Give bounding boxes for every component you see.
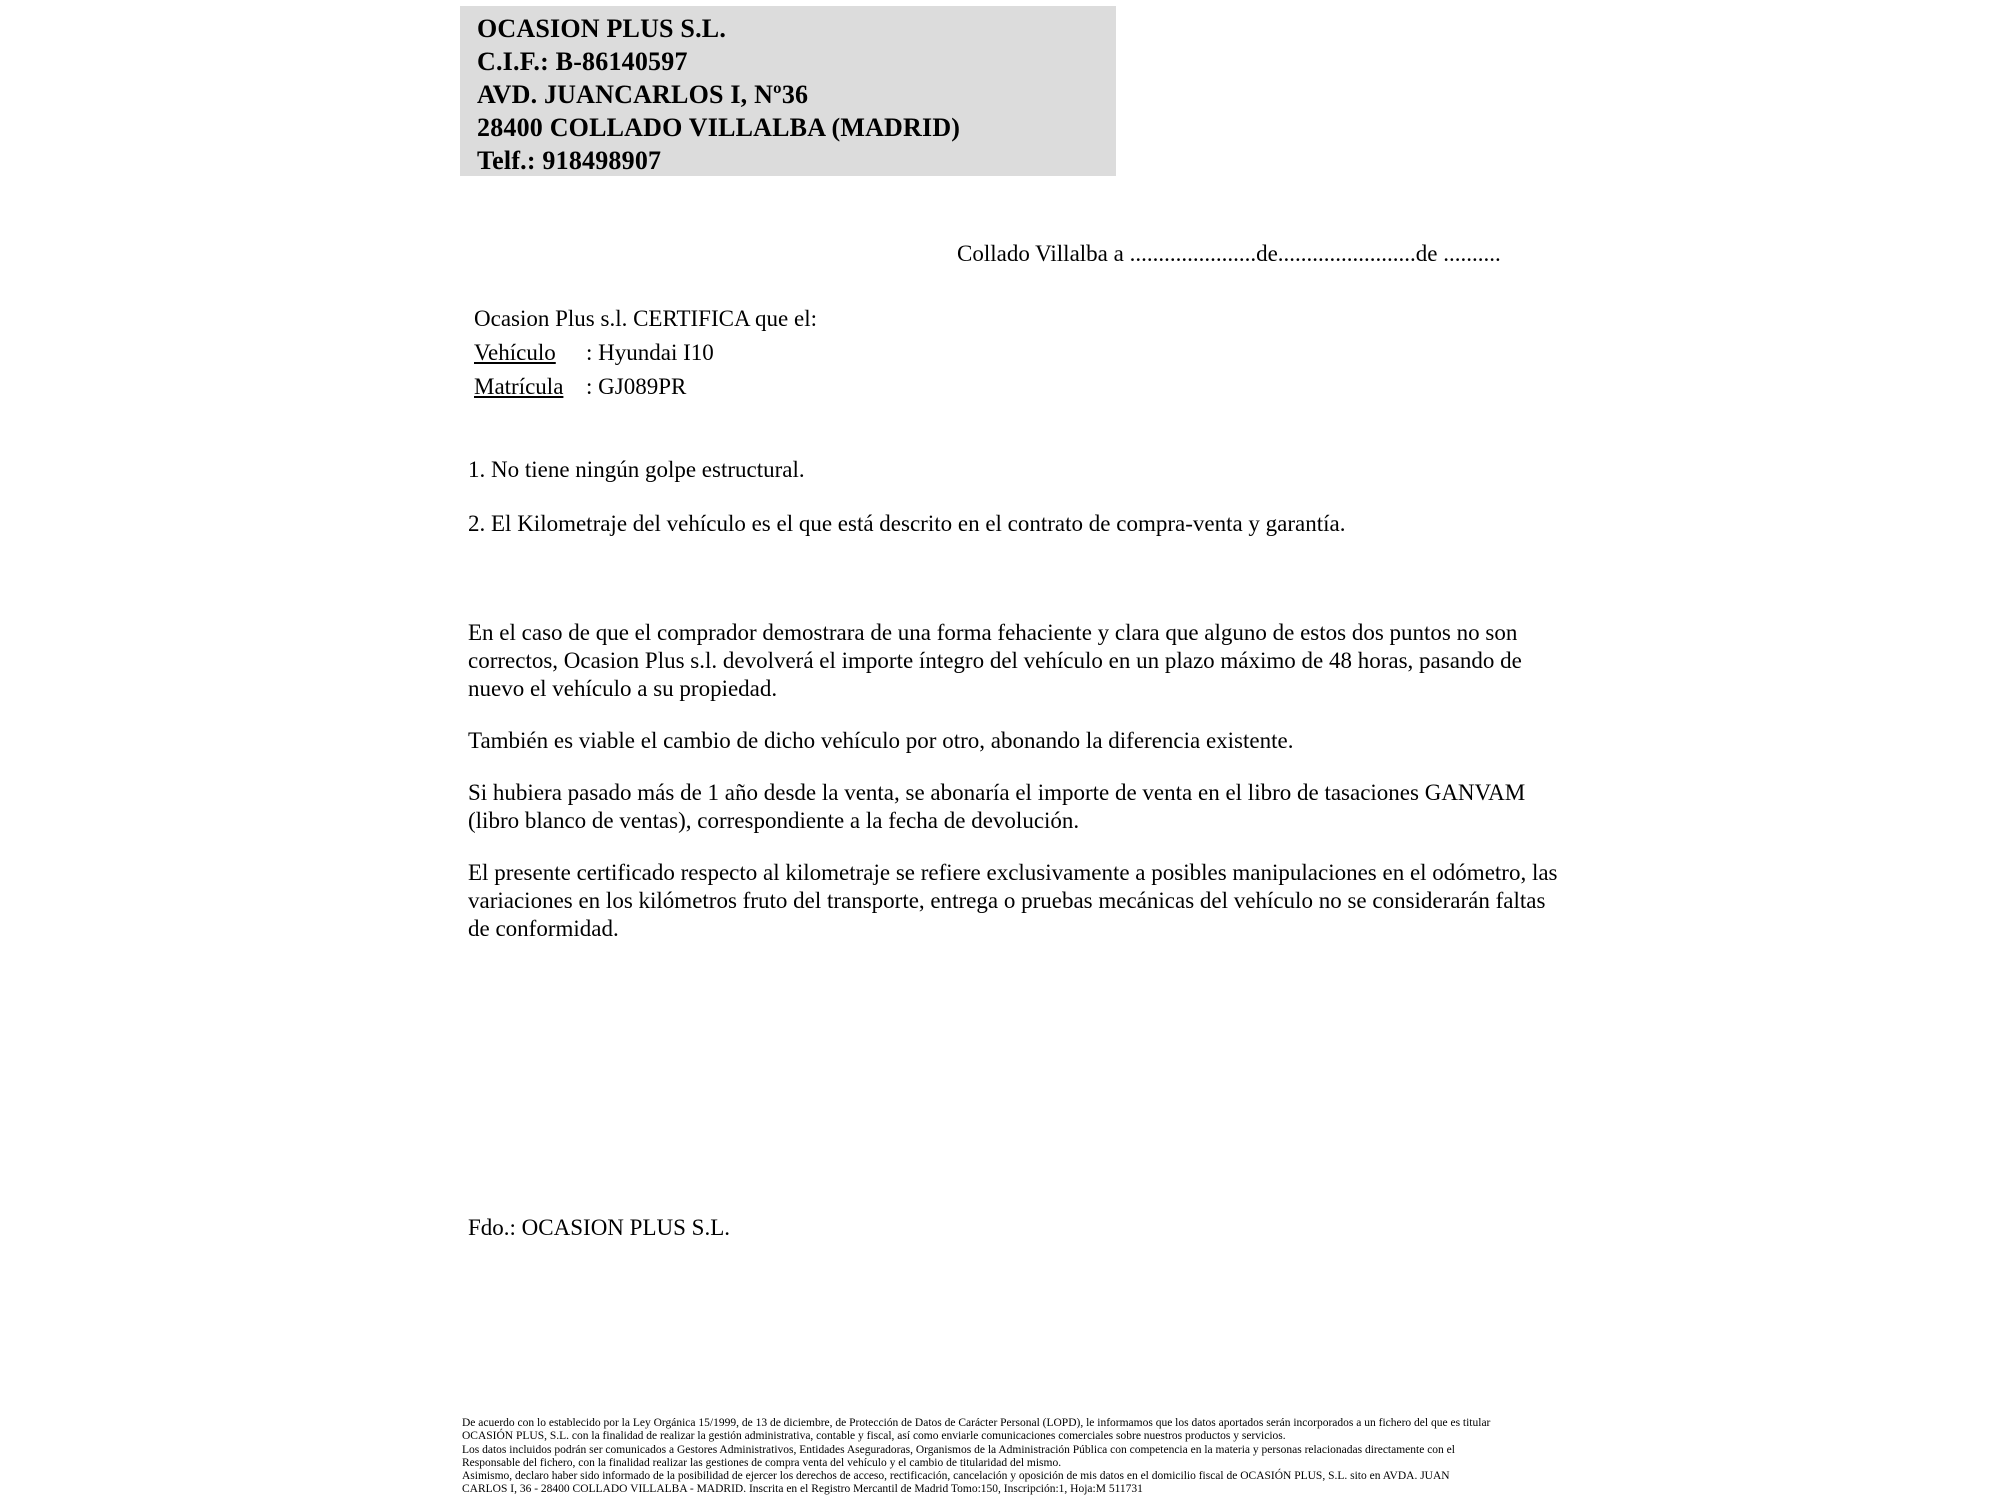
company-header [460,6,1116,176]
legal-footer-line: Asimismo, declaro haber sido informado de la posibilidad de ejercer los derechos de acceso, rectificación, cancelación y oposición de mis datos en el domicilio fiscal de OCASIÓN PLUS, S.L. sito en AVDA. JUAN [462,1470,1450,1483]
vehicle-label: Vehículo [474,340,556,365]
legal-footer-line: Los datos incluidos podrán ser comunicados a Gestores Administrativos, Entidades Aseguradoras, Organismos de la Administración Pública con competencia en la materia y personas relacionadas directamente con el [462,1443,1455,1456]
paragraph-odometer: El presente certificado respecto al kilometraje se refiere exclusivamente a posibles manipulaciones en el odómetro, las variaciones en los kilómetros fruto del transporte, entrega o pruebas mecánicas del vehículo no se considerarán faltas de conformidad. [468,860,1558,941]
company-address: AVD. JUANCARLOS I, Nº36 [477,80,809,109]
legal-footer-line: OCASIÓN PLUS, S.L. con la finalidad de realizar la gestión administrativa, contable y fiscal, así como enviarle comunicaciones comerciales sobre nuestros productos y servicios. [462,1430,1286,1443]
vehicle-row [474,336,817,370]
terms-paragraphs [468,619,1563,967]
paragraph-ganvam: Si hubiera pasado más de 1 año desde la venta, se abonaría el importe de venta en el libro de tasaciones GANVAM (libro blanco de ventas), correspondiente a la fecha de devolución. [468,780,1526,833]
legal-footer [462,1417,1562,1497]
certified-points [468,456,1568,564]
plate-row [474,370,817,404]
legal-footer-line: CARLOS I, 36 - 28400 COLLADO VILLALBA - MADRID. Inscrita en el Registro Mercantil de Madrid Tomo:150, Inscripción:1, Hoja:M 511731 [462,1483,1143,1496]
vehicle-label-cell [474,336,586,370]
company-city: 28400 COLLADO VILLALBA (MADRID) [477,113,961,142]
legal-footer-line: Responsable del fichero, con la finalidad realizar las gestiones de compra venta del vehículo y el cambio de titularidad del mismo. [462,1456,1062,1469]
company-name: OCASION PLUS S.L. [477,14,727,43]
point-structural: 1. No tiene ningún golpe estructural. [468,457,805,482]
date-fill-in-line: Collado Villalba a ......................de........................de .......... [957,241,1501,266]
certification-block [474,302,817,404]
company-cif: C.I.F.: B-86140597 [477,47,688,76]
paragraph-refund: En el caso de que el comprador demostrara de una forma fehaciente y clara que alguno de estos dos puntos no son correctos, Ocasion Plus s.l. devolverá el importe íntegro del vehículo en un plazo máximo de 48 horas, pasando de nuevo el vehículo a su propiedad. [468,620,1522,701]
plate-label-cell [474,370,586,404]
vehicle-value: : Hyundai I10 [586,340,714,365]
plate-label: Matrícula [474,374,564,399]
signature-line: Fdo.: OCASION PLUS S.L. [468,1215,730,1240]
plate-value: : GJ089PR [586,374,687,399]
point-mileage: 2. El Kilometraje del vehículo es el que está descrito en el contrato de compra-venta y garantía. [468,511,1346,536]
paragraph-exchange: También es viable el cambio de dicho vehículo por otro, abonando la diferencia existente. [468,728,1294,753]
certification-intro: Ocasion Plus s.l. CERTIFICA que el: [474,306,817,331]
company-phone: Telf.: 918498907 [477,146,662,175]
legal-footer-line: De acuerdo con lo establecido por la Ley Orgánica 15/1999, de 13 de diciembre, de Protección de Datos de Carácter Personal (LOPD), le informamos que los datos aportados serán incorporados a un fichero del que es titular [462,1417,1491,1429]
